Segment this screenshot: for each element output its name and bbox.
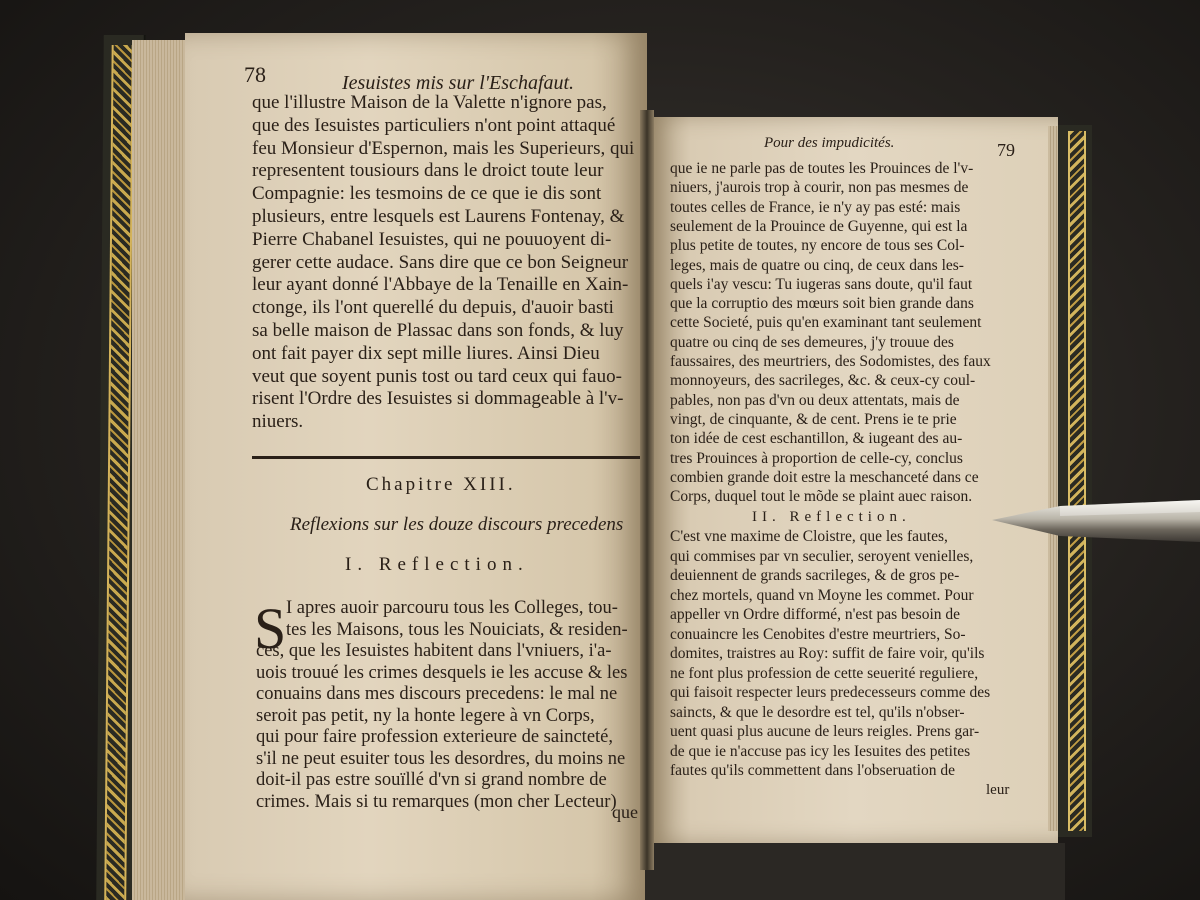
right-page-number: 79 — [997, 140, 1015, 160]
drop-cap-initial: S — [254, 596, 287, 661]
text-line: ne font plus profession de cette seuerité reguliere, — [670, 664, 979, 682]
text-line: seroit pas petit, ny la honte legere à vn Corps, — [256, 705, 595, 726]
text-line: ton idée de cest eschantillon, & iugeant des au- — [670, 430, 963, 448]
section-heading-1: I. Reflection. — [345, 554, 529, 575]
book-gutter — [640, 110, 654, 870]
text-line: toutes celles de France, ie n'y ay pas esté: mais — [670, 198, 961, 216]
text-line: que l'illustre Maison de la Valette n'ignore pas, — [252, 92, 607, 113]
right-book-cover — [1058, 125, 1092, 837]
text-line: uent quasi plus aucune de leurs reigles. Prens gar- — [670, 723, 980, 740]
text-line: doit-il pas estre souïllé d'vn si grand nombre de — [256, 770, 607, 790]
gilt-tooling-left — [104, 45, 133, 900]
chapter-title: Chapitre XIII. — [366, 474, 516, 495]
chapter-subtitle: Reflexions sur les douze discours precedens — [290, 514, 624, 535]
text-line: chez mortels, quand vn Moyne les commet. Pour — [670, 586, 974, 604]
left-catchword: que — [612, 802, 638, 822]
text-line: qui commises par vn seculier, seroyent venielles, — [670, 547, 974, 565]
text-line: ctonge, ils l'ont querellé du depuis, d'auoir basti — [252, 297, 614, 319]
text-line: Compagnie: les tesmoins de ce que ie dis sont — [252, 183, 602, 205]
text-line: ont fait payer dix sept mille liures. Ainsi Dieu — [252, 342, 600, 364]
text-line: deuiennent de grands sacrileges, & de gros pe- — [670, 567, 960, 584]
text-line: que des Iesuistes particuliers n'ont point attaqué — [252, 114, 616, 136]
text-line: sa belle maison de Plassac dans son fonds, & luy — [252, 320, 624, 341]
left-running-head: Iesuistes mis sur l'Eschafaut. — [342, 72, 575, 94]
text-line: uois trouué les crimes desquels ie les accuse & les — [256, 662, 628, 683]
text-line: niuers. — [252, 411, 304, 433]
text-line: Pierre Chabanel Iesuistes, qui ne pouuoyent di- — [252, 228, 612, 250]
text-line: que ie ne parle pas de toutes les Prouinces de l'v- — [670, 160, 974, 177]
text-line: monnoyeurs, des sacrileges, &c. & ceux-cy coul- — [670, 372, 976, 390]
text-line: leur ayant donné l'Abbaye de la Tenaille en Xain- — [252, 274, 629, 296]
text-line: plus petite de toutes, ny encore de tous ses Col- — [670, 237, 965, 255]
left-page-edges — [132, 40, 192, 900]
text-line: qui pour faire profession exterieure de saincteté, — [256, 727, 614, 747]
text-line: qui faisoit respecter leurs predecesseurs comme des — [670, 684, 991, 701]
text-line: ces, que les Iesuistes habitent dans l'vniuers, i'a- — [256, 641, 612, 661]
text-line: plusieurs, entre lesquels est Laurens Fontenay, & — [252, 206, 625, 227]
text-line: cette Societé, puis qu'en examinant tant seulement — [670, 314, 982, 332]
left-page-number: 78 — [244, 62, 266, 87]
text-line: fautes qu'ils commettent dans l'obseruation de — [670, 762, 955, 779]
text-line: I apres auoir parcouru tous les Colleges, tou- — [286, 598, 618, 618]
text-line: feu Monsieur d'Espernon, mais les Superieurs, qui — [252, 137, 635, 159]
text-line: gerer cette audace. Sans dire que ce bon Seigneur — [252, 251, 629, 273]
text-line: veut que soyent punis tost ou tard ceux qui fauo- — [252, 365, 622, 387]
text-line: saincts, & que le desordre est tel, qu'ils n'obser- — [670, 703, 965, 721]
text-line: quels i'ay vescu: Tu iugeras sans doute, qu'il faut — [670, 275, 973, 293]
text-line: tes les Maisons, tous les Nouiciats, & residen- — [286, 619, 628, 640]
gilt-tooling-right — [1068, 131, 1086, 831]
text-line: tres Prouinces à proportion de celle-cy, conclus — [670, 449, 963, 467]
text-line: faussaires, des meurtriers, des Sodomistes, des faux — [670, 353, 991, 370]
text-line: niuers, j'aurois trop à courir, non pas mesmes de — [670, 179, 969, 197]
text-line: representent tousiours dans le droict toute leur — [252, 160, 604, 182]
text-line: vingt, de cinquante, & de cent. Prens ie te prie — [670, 410, 957, 428]
text-line: conuaincre les Cenobites d'estre meurtriers, So- — [670, 625, 966, 643]
text-line: Corps, duquel tout le mõde se plaint auec raison. — [670, 488, 973, 506]
right-running-head: Pour des impudicités. — [764, 135, 895, 151]
right-catchword: leur — [986, 782, 1010, 798]
text-line: combien grande doit estre la meschanceté dans ce — [670, 468, 979, 486]
text-line: que la corruptio des mœurs soit bien grande dans — [670, 295, 974, 313]
text-line: s'il ne peut esuiter tous les desordres, du moins ne — [256, 748, 626, 769]
section-heading-2: II. Reflection. — [752, 509, 911, 525]
text-line: appeller vn Ordre difformé, n'est pas besoin de — [670, 606, 961, 623]
text-line: domites, traistres au Roy: suffit de faire voir, qu'ils — [670, 645, 985, 662]
text-line: seulement de la Prouince de Guyenne, qui est la — [670, 217, 968, 235]
metal-pointer — [990, 496, 1200, 548]
book-shadow — [645, 843, 1065, 900]
text-line: leges, mais de quatre ou cinq, de ceux dans les- — [670, 256, 964, 274]
text-line: conuains dans mes discours precedens: le mal ne — [256, 684, 618, 704]
text-line: quatre ou cinq de ses demeures, j'y trouue des — [670, 333, 954, 351]
text-line: pables, non pas d'vn ou deux attentats, mais de — [670, 391, 960, 409]
text-line: crimes. Mais si tu remarques (mon cher Lecteur) — [256, 791, 617, 812]
text-line: de que ie n'accuse pas icy les Iesuites des petites — [670, 742, 971, 760]
chapter-rule — [252, 456, 640, 459]
text-line: C'est vne maxime de Cloistre, que les fautes, — [670, 528, 948, 545]
text-line: risent l'Ordre des Iesuistes si dommageable à l'v- — [252, 388, 624, 410]
